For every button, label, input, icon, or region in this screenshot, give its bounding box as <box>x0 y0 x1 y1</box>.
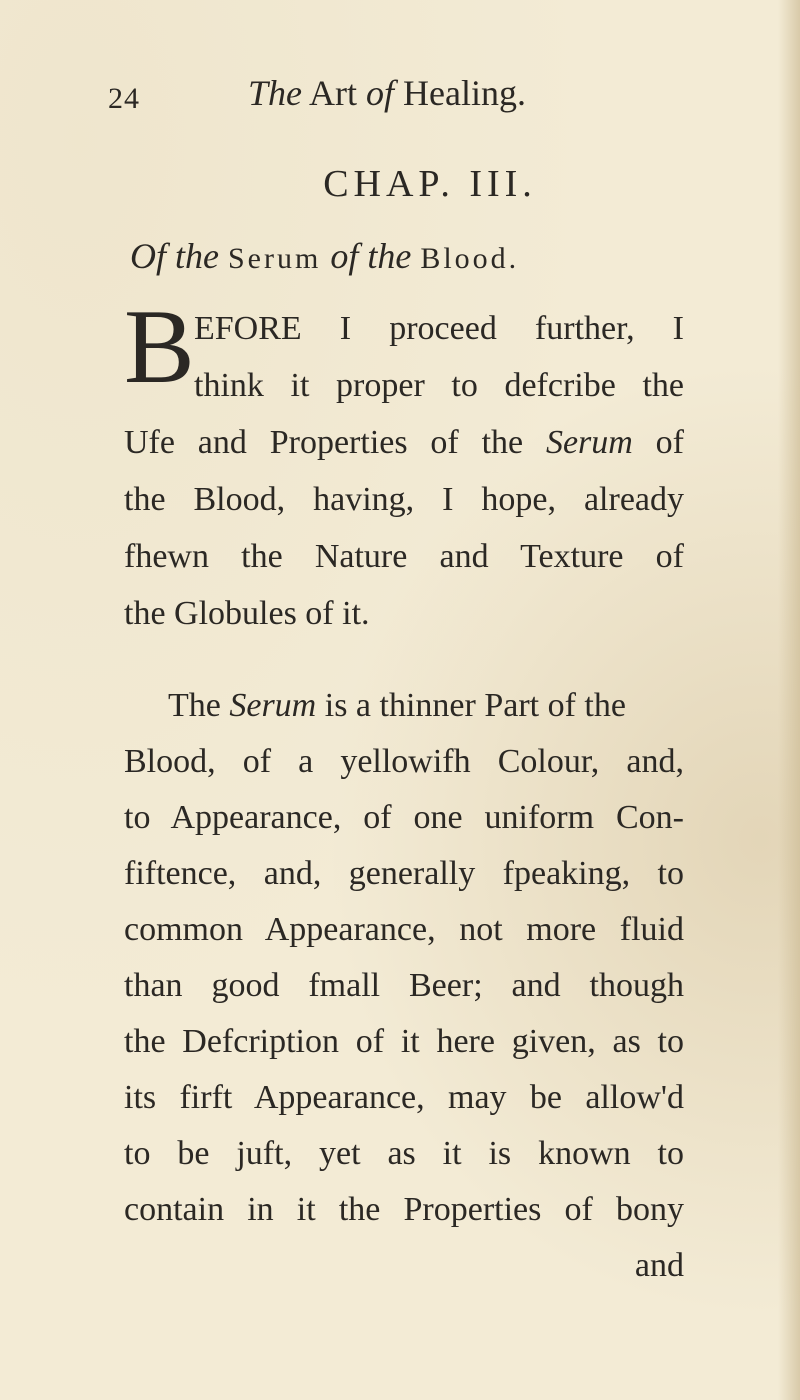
p1-l3-b: of <box>632 424 684 461</box>
running-title-the: The <box>248 73 302 113</box>
catchword: and <box>634 1247 684 1284</box>
page-edge-shadow <box>778 0 800 1400</box>
paragraph-2-line-3: to Appearance, of one uniform Con- <box>124 799 684 836</box>
paragraph-2-line-4: fiftence, and, generally fpeaking, to <box>124 855 684 892</box>
p2-l1-a: The <box>168 687 230 724</box>
paragraph-1 <box>124 288 684 642</box>
paragraph-1-line-3 <box>124 414 684 471</box>
p2-l1-b: is a thinner Part of the <box>316 687 626 724</box>
paragraph-2-line-8: its firft Appearance, may be allow'd <box>124 1079 684 1116</box>
subtitle-of-2: of <box>330 236 359 276</box>
running-title-art: Art <box>302 73 367 113</box>
p2-l1-serum: Serum <box>229 687 317 724</box>
paragraph-2-line-9: to be juft, yet as it is known to <box>124 1135 684 1172</box>
paragraph-2-line-5: common Appearance, not more fluid <box>124 911 684 948</box>
paragraph-2-line-7: the Defcription of it here given, as to <box>124 1023 684 1060</box>
subtitle-serum: Serum <box>227 242 322 275</box>
running-title-of: of <box>366 73 395 113</box>
paragraph-1-line-5: fhewn the Nature and Texture of <box>124 538 684 575</box>
drop-cap: B <box>124 288 195 405</box>
paragraph-1-line-6: the Globules of it. <box>124 595 370 632</box>
paragraph-2-line-10: contain in it the Properties of bony <box>124 1191 684 1228</box>
paragraph-2-line-6: than good fmall Beer; and though <box>124 967 684 1004</box>
p1-l3-a: Ufe and Properties of the <box>124 424 546 461</box>
chapter-subtitle <box>130 235 519 277</box>
chapter-heading: CHAP. III. <box>323 163 537 205</box>
running-title-healing: Healing. <box>394 73 526 113</box>
p1-l3-serum: Serum <box>545 424 633 461</box>
paragraph-1-line-4: the Blood, having, I hope, already <box>124 481 684 518</box>
subtitle-blood: Blood. <box>420 242 520 275</box>
paragraph-2-line-1 <box>124 678 684 734</box>
page-number: 24 <box>108 82 140 115</box>
running-title <box>248 72 526 114</box>
subtitle-the: the <box>166 236 219 276</box>
paragraph-2-line-2: Blood, of a yellowifh Colour, and, <box>124 743 684 780</box>
paragraph-1-line-1: EFORE I proceed further, I <box>194 310 684 347</box>
subtitle-the-2: the <box>367 236 412 276</box>
paragraph-1-line-2: think it proper to defcribe the <box>194 367 684 404</box>
paragraph-2 <box>124 678 684 1294</box>
subtitle-of: Of <box>130 236 166 276</box>
running-head <box>108 72 628 122</box>
